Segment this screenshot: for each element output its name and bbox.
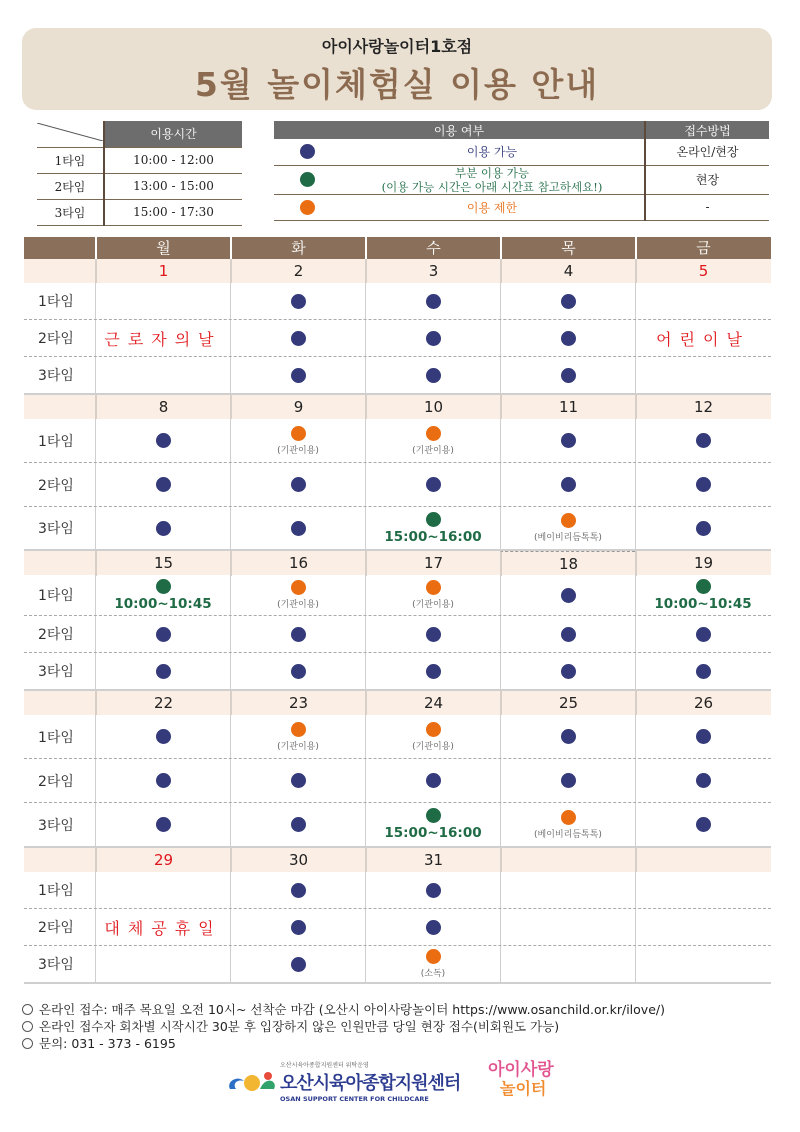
circle-bullet-icon — [22, 1038, 33, 1049]
available-dot-icon — [156, 477, 171, 492]
available-dot-icon — [426, 627, 441, 642]
agency-use-label: (기관이용) — [277, 741, 319, 752]
date-row — [24, 395, 771, 419]
partial-time-label: 10:00~10:45 — [114, 595, 212, 612]
available-dot-icon — [426, 294, 441, 309]
available-dot-icon — [696, 433, 711, 448]
time-row-label: 1타임 — [37, 147, 104, 173]
time-row-label: 2타임 — [37, 173, 104, 199]
weekday-thu: 목 — [500, 237, 635, 259]
restricted-dot-icon — [426, 426, 441, 441]
restricted-dot-icon — [300, 200, 315, 215]
partial-time-label: 15:00~16:00 — [384, 528, 482, 545]
available-dot-icon — [426, 368, 441, 383]
partial-dot-icon — [156, 579, 171, 594]
legend-table — [274, 121, 769, 221]
time-row — [24, 575, 771, 616]
available-dot-icon — [291, 817, 306, 832]
available-dot-icon — [561, 664, 576, 679]
date-cell: 9 — [230, 395, 365, 419]
time-row — [24, 616, 771, 653]
date-cell: 4 — [500, 259, 635, 283]
restricted-dot-icon — [291, 426, 306, 441]
time-table — [37, 121, 242, 226]
available-dot-icon — [426, 477, 441, 492]
partial-dot-icon — [696, 579, 711, 594]
date-cell: 24 — [365, 691, 500, 715]
available-dot-icon — [561, 477, 576, 492]
restricted-dot-icon — [426, 722, 441, 737]
legend-desc: 부분 이용 가능 — [455, 165, 529, 180]
date-cell: 22 — [95, 691, 230, 715]
footer-notes — [22, 1001, 665, 1052]
footer-line: 온라인 접수자 회차별 시작시간 30분 후 입장하지 않은 인원만큼 당일 현장 접수(비회원도 가능) — [22, 1018, 665, 1035]
calendar-header — [24, 237, 771, 259]
available-dot-icon — [561, 627, 576, 642]
time-label: 1타임 — [38, 729, 74, 746]
time-label: 3타임 — [38, 957, 74, 973]
available-dot-icon — [561, 773, 576, 788]
available-dot-icon — [561, 368, 576, 383]
available-dot-icon — [291, 368, 306, 383]
date-cell: 2 — [230, 259, 365, 283]
page-header — [22, 28, 772, 110]
time-table-header: 이용시간 — [104, 121, 242, 147]
footer-line: 온라인 접수: 매주 목요일 오전 10시~ 선착순 마감 (오산시 아이사랑놀이터 https://www.osanchild.or.kr/ilove/) — [22, 1001, 665, 1018]
date-cell: 19 — [635, 551, 770, 576]
time-label: 1타임 — [38, 294, 74, 310]
legend-method: 온라인/현장 — [645, 139, 769, 165]
date-cell: 31 — [365, 848, 500, 872]
partial-time-label: 15:00~16:00 — [384, 825, 482, 841]
available-dot-icon — [696, 773, 711, 788]
available-dot-icon — [561, 588, 576, 603]
legend-header-usage: 이용 여부 — [274, 121, 645, 139]
available-dot-icon — [291, 920, 306, 935]
time-label: 2타임 — [38, 920, 74, 936]
holiday-label: 근로자의날 — [104, 329, 222, 349]
time-label: 2타임 — [38, 773, 74, 790]
available-dot-icon — [696, 477, 711, 492]
available-dot-icon — [426, 883, 441, 898]
playground-logo-icon — [488, 1058, 588, 1098]
restricted-dot-icon — [291, 580, 306, 595]
agency-use-label: (기관이용) — [412, 445, 454, 456]
legend-desc: 이용 제한 — [340, 194, 645, 220]
date-cell: 15 — [95, 551, 230, 576]
legend-method: - — [645, 194, 769, 220]
available-dot-icon — [291, 773, 306, 788]
available-dot-icon — [156, 729, 171, 744]
baby-rhythm-label: (베이비리듬톡톡) — [534, 533, 602, 543]
diagonal-line — [37, 123, 103, 141]
partial-time-label: 10:00~10:45 — [654, 595, 752, 612]
available-dot-icon — [426, 920, 441, 935]
time-label: 2타임 — [38, 331, 74, 347]
date-row — [24, 259, 771, 283]
date-row — [24, 551, 771, 575]
time-label: 3타임 — [38, 664, 74, 680]
weekday-tue: 화 — [230, 237, 365, 259]
available-dot-icon — [696, 521, 711, 536]
holiday-label: 대체공휴일 — [104, 918, 222, 938]
date-cell: 16 — [230, 551, 365, 576]
available-dot-icon — [561, 331, 576, 346]
available-dot-icon — [696, 817, 711, 832]
time-row — [24, 909, 771, 946]
weekday-fri: 금 — [635, 237, 770, 259]
partial-dot-icon — [426, 512, 441, 527]
svg-text:아이사랑: 아이사랑 — [488, 1060, 554, 1080]
available-dot-icon — [696, 729, 711, 744]
time-row — [24, 419, 771, 463]
time-label: 1타임 — [38, 588, 74, 604]
page-subtitle: 아이사랑놀이터1호점 — [321, 37, 473, 56]
agency-use-label: (기관이용) — [277, 600, 319, 610]
available-dot-icon — [291, 521, 306, 536]
restricted-dot-icon — [561, 513, 576, 528]
time-row-value: 15:00 - 17:30 — [104, 199, 242, 225]
available-dot-icon — [291, 627, 306, 642]
time-label: 3타임 — [38, 817, 74, 834]
date-cell: 12 — [635, 395, 770, 419]
available-dot-icon — [561, 433, 576, 448]
time-row — [24, 759, 771, 803]
time-row — [24, 653, 771, 691]
available-dot-icon — [696, 627, 711, 642]
time-label: 2타임 — [38, 477, 74, 494]
available-dot-icon — [291, 294, 306, 309]
time-label: 3타임 — [38, 521, 74, 537]
available-dot-icon — [696, 664, 711, 679]
available-dot-icon — [426, 773, 441, 788]
date-cell: 26 — [635, 691, 770, 715]
legend-method: 현장 — [645, 165, 769, 194]
available-dot-icon — [291, 331, 306, 346]
date-cell: 5 — [635, 259, 770, 283]
circle-bullet-icon — [22, 1004, 33, 1015]
time-row — [24, 715, 771, 759]
center-mark-icon — [224, 1067, 280, 1097]
restricted-dot-icon — [291, 722, 306, 737]
baby-rhythm-label: (베이비리듬톡톡) — [534, 829, 602, 840]
time-table-corner — [37, 121, 104, 147]
restricted-dot-icon — [426, 949, 441, 964]
available-dot-icon — [156, 433, 171, 448]
date-cell: 30 — [230, 848, 365, 872]
time-label: 1타임 — [38, 883, 74, 899]
time-row — [24, 320, 771, 357]
calendar — [24, 237, 771, 984]
available-dot-icon — [561, 729, 576, 744]
partial-dot-icon — [300, 172, 315, 187]
available-dot-icon — [156, 521, 171, 536]
time-row-value: 10:00 - 12:00 — [104, 147, 242, 173]
time-label: 3타임 — [38, 368, 74, 384]
legend-desc: 이용 가능 — [340, 139, 645, 165]
partial-dot-icon — [426, 808, 441, 823]
agency-use-label: (기관이용) — [412, 600, 454, 610]
available-dot-icon — [156, 664, 171, 679]
footer-line: 문의: 031 - 373 - 6195 — [22, 1035, 665, 1052]
available-dot-icon — [291, 477, 306, 492]
page-title: 5월 놀이체험실 이용 안내 — [194, 65, 600, 104]
date-cell: 10 — [365, 395, 500, 419]
time-row — [24, 803, 771, 848]
circle-bullet-icon — [22, 1021, 33, 1032]
date-row — [24, 848, 771, 872]
restricted-dot-icon — [561, 810, 576, 825]
weekday-wed: 수 — [365, 237, 500, 259]
time-row-value: 13:00 - 15:00 — [104, 173, 242, 199]
agency-use-label: (기관이용) — [277, 445, 319, 456]
time-row — [24, 283, 771, 320]
date-cell: 23 — [230, 691, 365, 715]
agency-use-label: (기관이용) — [412, 741, 454, 752]
weekday-mon: 월 — [95, 237, 230, 259]
date-cell: 25 — [500, 691, 635, 715]
available-dot-icon — [291, 883, 306, 898]
time-row — [24, 357, 771, 395]
legend-desc-note: (이용 가능 시간은 아래 시간표 참고하세요!) — [381, 179, 603, 194]
disinfect-label: (소독) — [420, 969, 446, 979]
time-row — [24, 872, 771, 909]
date-row — [24, 691, 771, 715]
svg-text:놀이터: 놀이터 — [500, 1079, 547, 1098]
available-dot-icon — [300, 144, 315, 159]
time-row-label: 3타임 — [37, 199, 104, 225]
holiday-label: 어린이날 — [656, 329, 750, 349]
time-label: 2타임 — [38, 627, 74, 643]
center-logo: 오산시육아종합지원센터 위탁운영 오산시육아종합지원센터 OSAN SUPPORT CENTER FOR CHILDCARE — [224, 1060, 460, 1103]
time-row — [24, 946, 771, 984]
available-dot-icon — [291, 957, 306, 972]
available-dot-icon — [561, 294, 576, 309]
time-label: 1타임 — [38, 433, 74, 450]
legend-header-method: 접수방법 — [645, 121, 769, 139]
date-cell: 3 — [365, 259, 500, 283]
time-row — [24, 463, 771, 507]
available-dot-icon — [156, 817, 171, 832]
available-dot-icon — [426, 331, 441, 346]
date-cell: 1 — [95, 259, 230, 283]
date-cell: 29 — [95, 848, 230, 872]
available-dot-icon — [156, 773, 171, 788]
date-cell: 11 — [500, 395, 635, 419]
available-dot-icon — [156, 627, 171, 642]
date-cell: 8 — [95, 395, 230, 419]
restricted-dot-icon — [426, 580, 441, 595]
time-row — [24, 507, 771, 551]
available-dot-icon — [291, 664, 306, 679]
date-cell: 18 — [500, 551, 635, 576]
date-cell: 17 — [365, 551, 500, 576]
available-dot-icon — [426, 664, 441, 679]
